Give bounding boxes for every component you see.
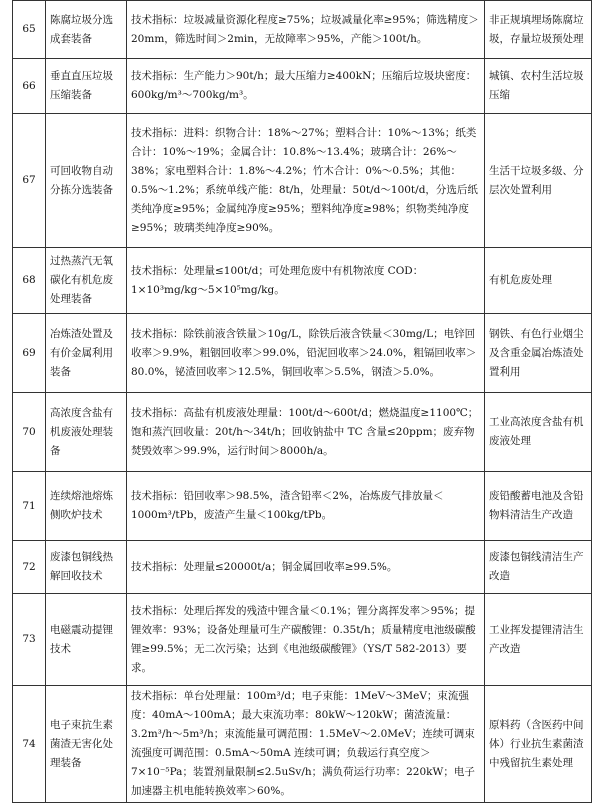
equipment-name: 电磁震动提锂技术 <box>46 594 127 686</box>
technical-indicator: 技术指标：处理量≤100t/d；可处理危废中有机物浓度 COD：1×10³mg/kg～5×10⁵mg/kg。 <box>127 248 485 314</box>
application-scope: 生活干垃圾多级、分层次处置利用 <box>485 114 592 248</box>
technical-indicator: 技术指标：生产能力＞90t/h；最大压缩力≥400kN；压缩后垃圾块密度：600kg/m³～700kg/m³。 <box>127 59 485 114</box>
technical-indicator: 技术指标：垃圾减量资源化程度≥75%；垃圾减量化率≥95%；筛选精度＞20mm，筛选时间＞2min，无故障率＞95%，产能＞100t/h。 <box>127 1 485 59</box>
application-scope: 城镇、农村生活垃圾压缩 <box>485 59 592 114</box>
table-row <box>13 1 592 59</box>
application-scope: 工业挥发提锂清洁生产改造 <box>485 594 592 686</box>
technical-indicator: 技术指标：单台处理量：100m³/d；电子束能：1MeV～3MeV；束流强度：40mA～100mA；最大束流功率：80kW～120kW；菌渣流量：3.2m³/h～5m³/h；束流能量可调范围：1.5MeV～2.0MeV；连续可调束流强度可调范围：0.5mA～50mA 连续可调；负载运行真空度＞7×10⁻⁵Pa；装置剂量限制≤2.5uSv/h；满负荷运行功率：220kW；电子加速器主机电能转换效率＞60%。 <box>127 686 485 803</box>
application-scope: 废漆包铜线清洁生产改造 <box>485 541 592 594</box>
application-scope: 钢铁、有色行业烟尘及含重金属冶炼渣处置利用 <box>485 314 592 393</box>
row-number: 67 <box>13 114 46 248</box>
equipment-name: 陈腐垃圾分选成套装备 <box>46 1 127 59</box>
technical-indicator: 技术指标：铅回收率＞98.5%，渣含铅率＜2%，冶炼废气排放量＜1000m³/tPb，废渣产生量＜100kg/tPb。 <box>127 472 485 541</box>
row-number: 65 <box>13 1 46 59</box>
equipment-name: 连续熔池熔炼侧吹炉技术 <box>46 472 127 541</box>
equipment-spec-table <box>12 0 592 803</box>
equipment-name: 垂直直压垃圾压缩装备 <box>46 59 127 114</box>
table-row <box>13 59 592 114</box>
table-row <box>13 393 592 472</box>
equipment-name: 冶炼渣处置及有价金属利用装备 <box>46 314 127 393</box>
technical-indicator: 技术指标：处理后挥发的残渣中锂含量＜0.1%；锂分离挥发率＞95%；提锂效率：93%；设备处理量可生产碳酸锂：0.35t/h；质量精度电池级碳酸锂≥99.5%；无二次污染；达到《电池级碳酸锂》（YS/T 582-2013）要求。 <box>127 594 485 686</box>
application-scope: 工业高浓度含盐有机废液处理 <box>485 393 592 472</box>
table-row <box>13 314 592 393</box>
table-row <box>13 594 592 686</box>
table-row <box>13 248 592 314</box>
application-scope: 有机危废处理 <box>485 248 592 314</box>
row-number: 71 <box>13 472 46 541</box>
equipment-name: 过热蒸汽无氧碳化有机危废处理装备 <box>46 248 127 314</box>
equipment-name: 高浓度含盐有机废液处理装备 <box>46 393 127 472</box>
row-number: 69 <box>13 314 46 393</box>
row-number: 66 <box>13 59 46 114</box>
application-scope: 非正规填埋场陈腐垃圾，存量垃圾预处理 <box>485 1 592 59</box>
equipment-name: 废漆包铜线热解回收技术 <box>46 541 127 594</box>
table-row <box>13 472 592 541</box>
application-scope: 废铅酸蓄电池及含铅物料清洁生产改造 <box>485 472 592 541</box>
technical-indicator: 技术指标：处理量≤20000t/a；铜金属回收率≥99.5%。 <box>127 541 485 594</box>
application-scope: 原料药（含医药中间体）行业抗生素菌渣中残留抗生素处理 <box>485 686 592 803</box>
technical-indicator: 技术指标：除铁前液含铁量＞10g/L，除铁后液含铁量＜30mg/L；电锌回收率＞9.9%，粗铟回收率＞99.0%，铅泥回收率＞24.0%，粗镉回收率＞80.0%，铋渣回收率＞12.5%，铜回收率＞5.5%，钢渣＞5.0%。 <box>127 314 485 393</box>
row-number: 68 <box>13 248 46 314</box>
technical-indicator: 技术指标：进料：织物合计：18%～27%；塑料合计：10%～13%；纸类合计：10%～19%；金属合计：10.8%～13.4%；玻璃合计：26%～38%；家电塑料合计：1.8%～4.2%；竹木合计：0%～0.5%；其他：0.5%～1.2%；系统单线产能：8t/h，处理量：50t/d～100t/d，分选后纸类纯净度≥95%；金属纯净度≥95%；塑料纯净度≥98%；织物类纯净度≥95%；玻璃类纯净度≥90%。 <box>127 114 485 248</box>
equipment-name: 可回收物自动分拣分选装备 <box>46 114 127 248</box>
row-number: 74 <box>13 686 46 803</box>
equipment-name: 电子束抗生素菌渣无害化处理装备 <box>46 686 127 803</box>
technical-indicator: 技术指标：高盐有机废液处理量：100t/d～600t/d；燃烧温度≥1100℃；饱和蒸汽回收量：20t/h～34t/h；回收钠盐中 TC 含量≤20ppm；废弃物焚毁效率＞99.9%，运行时间＞8000h/a。 <box>127 393 485 472</box>
row-number: 73 <box>13 594 46 686</box>
table-row <box>13 541 592 594</box>
table-row <box>13 686 592 803</box>
row-number: 72 <box>13 541 46 594</box>
row-number: 70 <box>13 393 46 472</box>
table-row <box>13 114 592 248</box>
